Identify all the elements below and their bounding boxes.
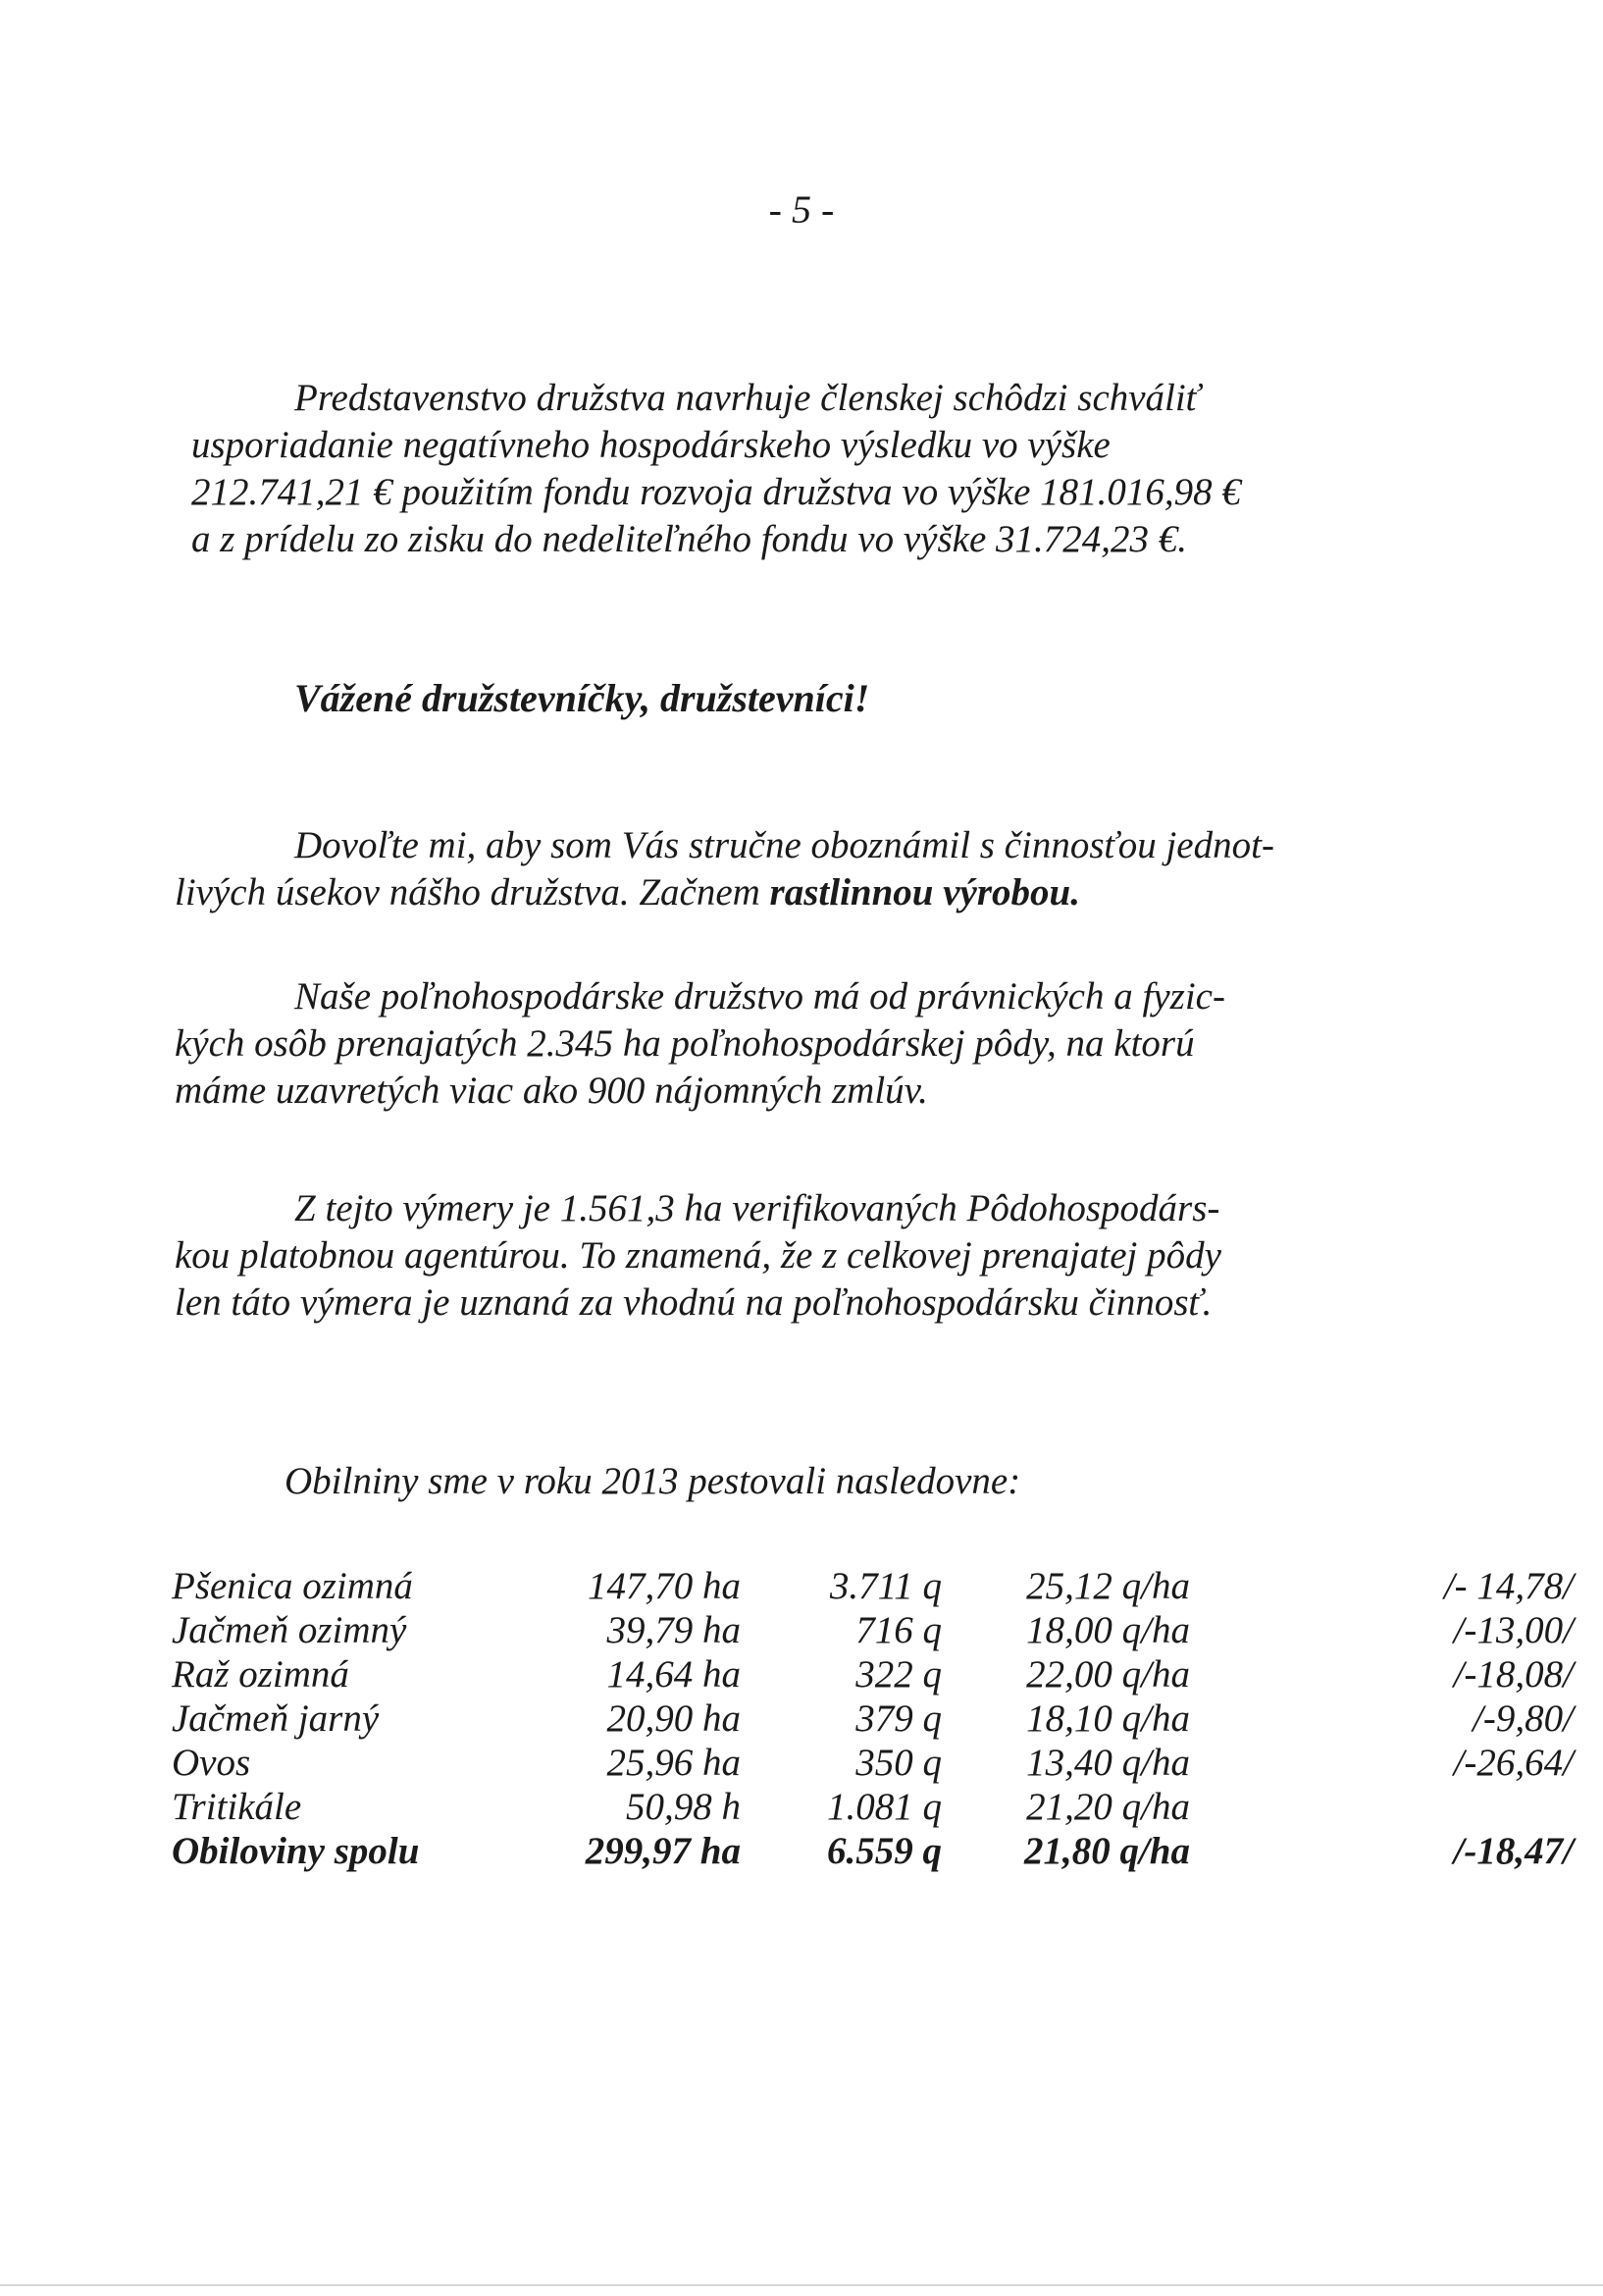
crop-name: Raž ozimná [172,1653,349,1696]
total-name: Obiloviny spolu [172,1830,420,1872]
text-line: Z tejto výmery je 1.561,3 ha verifikovaných Pôdohospodárs- [294,1187,1220,1229]
crop-difference: /-26,64/ [1453,1742,1574,1784]
text-line [175,869,1274,916]
text-line: len táto výmera je uznaná za vhodnú na poľnohospodársku činnosť. [175,1281,1213,1324]
cereals-intro: Obilniny sme v roku 2013 pestovali nasledovne: [284,1460,1021,1502]
crop-difference: /-18,08/ [1453,1653,1574,1696]
scan-edge-line [0,2284,1603,2286]
text-line: kou platobnou agentúrou. To znamená, že z celkovej prenajatej pôdy [175,1234,1221,1277]
page-number: - 5 - [768,187,835,232]
crop-yield: 25,12 q/ha [1026,1565,1190,1607]
crop-name: Jačmeň ozimný [172,1609,407,1651]
paragraph-introduction [175,822,1274,916]
text-segment: livých úsekov nášho družstva. Začnem [175,871,770,913]
crop-name: Pšenica ozimná [172,1565,413,1607]
text-line: Predstavenstvo družstva navrhuje členskej schôdzi schváliť [294,377,1200,419]
crop-yield: 22,00 q/ha [1026,1653,1190,1696]
crop-quantity: 716 q [855,1609,942,1651]
text-line: Naše poľnohospodárske družstvo má od právnických a fyzic- [294,975,1225,1018]
total-yield: 21,80 q/ha [1023,1830,1190,1872]
crop-yield: 21,20 q/ha [1026,1786,1190,1828]
crop-name: Jačmeň jarný [172,1697,380,1740]
bold-phrase: rastlinnou výrobou. [769,871,1080,913]
text-line: usporiadanie negatívneho hospodárskeho výsledku vo výške [191,424,1111,466]
crop-area: 39,79 ha [606,1609,741,1651]
crop-difference: /-9,80/ [1473,1697,1574,1740]
total-area: 299,97 ha [585,1830,741,1872]
crop-name: Tritikále [172,1786,302,1828]
crop-difference: /-13,00/ [1453,1609,1574,1651]
crop-area: 147,70 ha [588,1565,741,1607]
paragraph-leased-land [175,973,1225,1115]
text-line: Dovoľte mi, aby som Vás stručne oboznámil s činnosťou jednot- [294,824,1274,866]
crop-area: 50,98 h [626,1786,741,1828]
crop-difference: /- 14,78/ [1443,1565,1574,1607]
text-line: 212.741,21 € použitím fondu rozvoja družstva vo výške 181.016,98 € [191,471,1241,513]
crop-area: 25,96 ha [606,1742,741,1784]
crop-yield: 18,00 q/ha [1026,1609,1190,1651]
crop-quantity: 3.711 q [829,1565,942,1607]
crop-area: 20,90 ha [606,1697,741,1740]
text-line: máme uzavretých viac ako 900 nájomných zmlúv. [175,1070,928,1112]
crop-area: 14,64 ha [606,1653,741,1696]
crop-name: Ovos [172,1742,251,1784]
crop-quantity: 322 q [855,1653,942,1696]
total-quantity: 6.559 q [827,1830,942,1872]
paragraph-verified-area [175,1185,1221,1327]
total-difference: /-18,47/ [1453,1830,1574,1872]
text-line: a z prídelu zo zisku do nedeliteľného fondu vo výške 31.724,23 €. [191,518,1188,560]
crop-yield: 18,10 q/ha [1026,1697,1190,1740]
crop-quantity: 379 q [855,1697,942,1740]
crop-quantity: 1.081 q [827,1786,942,1828]
paragraph-result-proposal [191,375,1241,563]
salutation-heading: Vážené družstevníčky, družstevníci! [294,676,870,720]
text-line: kých osôb prenajatých 2.345 ha poľnohospodárskej pôdy, na ktorú [175,1022,1195,1065]
crop-yield: 13,40 q/ha [1026,1742,1190,1784]
crop-quantity: 350 q [855,1742,942,1784]
